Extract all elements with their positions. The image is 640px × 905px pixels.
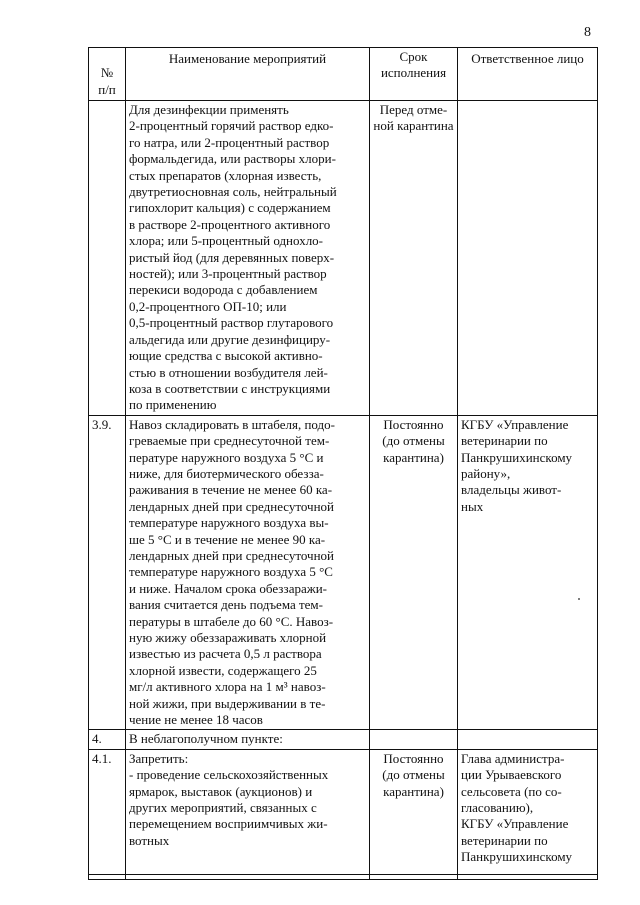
table-row <box>89 749 598 874</box>
row-term <box>370 730 458 749</box>
row-responsible <box>458 730 598 749</box>
header-measure-name: Наименование мероприятий <box>126 48 370 101</box>
row-term: Постоянно (до отмены карантина) <box>370 749 458 874</box>
table-row <box>89 101 598 416</box>
row-term: Постоянно (до отмены карантина) <box>370 415 458 730</box>
table-row <box>89 730 598 749</box>
row-measure-text: В неблагополучном пункте: <box>126 730 370 749</box>
header-term: Срок исполнения <box>370 48 458 101</box>
row-responsible <box>458 101 598 416</box>
table-header-row <box>89 48 598 101</box>
page-number: 8 <box>584 25 591 40</box>
table-continuation <box>89 874 598 879</box>
row-responsible: КГБУ «Управление ветеринарии по Панкрушихинскому району», владельцы живот- ных <box>458 415 598 730</box>
scan-speck <box>578 598 580 600</box>
row-measure-text: Для дезинфекции применять 2-процентный горячий раствор едко- го натра, или 2-процентный раствор формальдегида, или растворы хлори- стых препаратов (хлорная известь, двутретиосновная соль, нейтральный гипохлорит кальция) с содержанием в растворе 2-процентного активного хлора; или 5-процентный однохло- ристый йод (для деревянных поверх- ностей); или 3-процентный раствор перекиси водорода с добавлением 0,2-процентного ОП-10; или 0,5-процентный раствор глутарового альдегида или другие дезинфициру- ющие средства с высокой активно- стью в отношении возбудителя лей- коза в соответствии с инструкциями по применению <box>126 101 370 416</box>
header-number: № п/п <box>89 48 126 101</box>
row-measure-text: Запретить: - проведение сельскохозяйственных ярмарок, выставок (аукционов) и других мероприятий, связанных с перемещением восприимчивых жи- вотных <box>126 749 370 874</box>
row-responsible: Глава администра- ции Урываевского сельсовета (по со- гласованию), КГБУ «Управление ветеринарии по Панкрушихинскому <box>458 749 598 874</box>
row-number: 3.9. <box>89 415 126 730</box>
measures-table <box>88 47 598 880</box>
row-term: Перед отме- ной карантина <box>370 101 458 416</box>
row-number <box>89 101 126 416</box>
table-row <box>89 415 598 730</box>
header-responsible: Ответственное лицо <box>458 48 598 101</box>
row-number: 4. <box>89 730 126 749</box>
row-measure-text: Навоз складировать в штабеля, подо- греваемые при среднесуточной тем- пературе наружного воздуха 5 °С и ниже, для биотермического обезза- раживания в течение не менее 60 ка- лендарных дней при среднесуточной температуре наружного воздуха вы- ше 5 °С и в течение не менее 90 ка- лендарных дней при среднесуточной температуре наружного воздуха 5 °С и ниже. Началом срока обеззаражи- вания считается день подъема тем- пературы в штабеле до 60 °С. Навоз- ную жижу обеззараживать хлорной известью из расчета 0,5 л раствора хлорной извести, содержащего 25 мг/л активного хлора на 1 м³ навоз- ной жижи, при выдерживании в те- чение не менее 18 часов <box>126 415 370 730</box>
row-number: 4.1. <box>89 749 126 874</box>
